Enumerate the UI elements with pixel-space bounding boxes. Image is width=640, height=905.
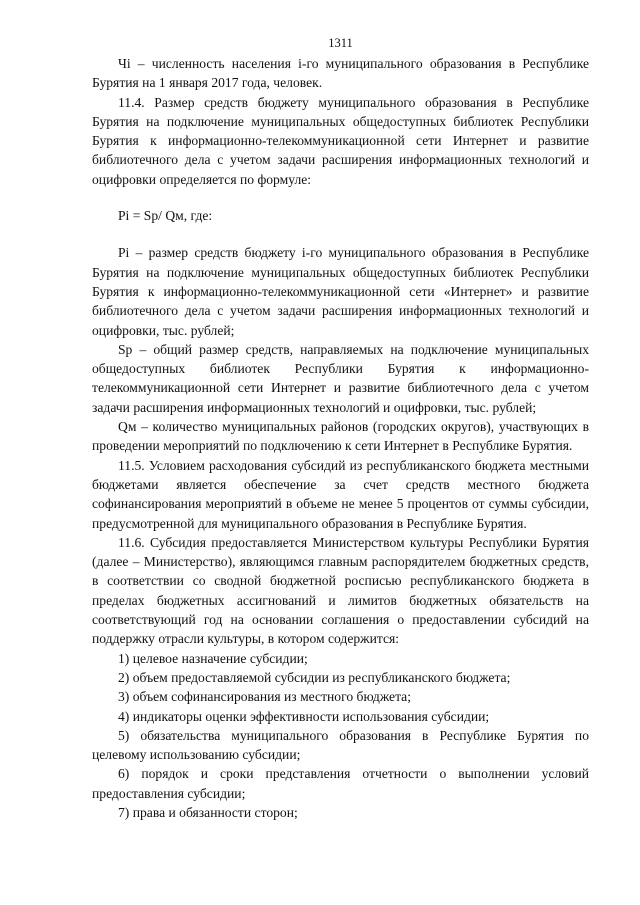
document-page [92, 36, 589, 822]
paragraph-11-4: 11.4. Размер средств бюджету муниципального образования в Республике Бурятия на подключение муниципальных общедоступных библиотек Республики Бурятия к информационно-телекоммуникационной сети Интернет и развитие библиотечного дела с учетом задачи расширения информационных технологий и оцифровки определяется по формуле: [92, 94, 589, 187]
list-item: 6) порядок и сроки представления отчетности о выполнении условий предоставления субсидии; [92, 766, 589, 801]
list-item: 7) права и обязанности сторон; [118, 804, 298, 820]
paragraph-qm-definition: Qм – количество муниципальных районов (городских округов), участвующих в проведении мероприятий по подключению к сети Интернет в Республике Бурятия. [92, 419, 589, 454]
paragraph-pi-definition: Рi – размер средств бюджету i-го муниципального образования в Республике Бурятия на подключение муниципальных общедоступных библиотек Республики Бурятия к информационно-телекоммуникационной сети «Интернет» и развитие библиотечного дела с учетом задачи расширения информационных технологий и оцифровки, тыс. рублей; [92, 245, 589, 338]
paragraph-sp-definition: Sp – общий размер средств, направляемых на подключение муниципальных общедоступных библиотек Республики Бурятия к информационно-телекоммуникационной сети Интернет и развитие библиотечного дела с учетом задачи расширения информационных технологий и оцифровки, тыс. рублей; [92, 341, 589, 415]
list-item: 4) индикаторы оценки эффективности использования субсидии; [118, 708, 490, 724]
paragraph-11-5: 11.5. Условием расходования субсидий из республиканского бюджета местными бюджетами является обеспечение за счет средств местного бюджета софинансирования мероприятий в объеме не менее 5 процентов от суммы субсидии, предусмотренной для муниципального образования в Республике Бурятия. [92, 457, 589, 531]
list-item: 3) объем софинансирования из местного бюджета; [118, 689, 411, 705]
page-number: 1311 [328, 36, 353, 50]
list-item: 5) обязательства муниципального образования в Республике Бурятия по целевому использованию субсидии; [92, 727, 589, 763]
formula: Рi = Sp/ Qм, где: [118, 208, 213, 224]
paragraph-population-definition: Чi – численность населения i-го муниципального образования в Республике Бурятия на 1 января 2017 года, человек. [92, 56, 589, 91]
paragraph-11-6: 11.6. Субсидия предоставляется Министерством культуры Республики Бурятия (далее – Министерство), являющимся главным распорядителем бюджетных средств, в соответствии со сводной бюджетной росписью республиканского бюджета в пределах бюджетных ассигнований и лимитов бюджетных обязательств на соответствующий год на основании соглашения о предоставлении субсидий на поддержку отрасли культуры, в котором содержится: [92, 534, 589, 647]
list-item: 2) объем предоставляемой субсидии из республиканского бюджета; [118, 669, 511, 685]
list-item: 1) целевое назначение субсидии; [118, 650, 308, 666]
